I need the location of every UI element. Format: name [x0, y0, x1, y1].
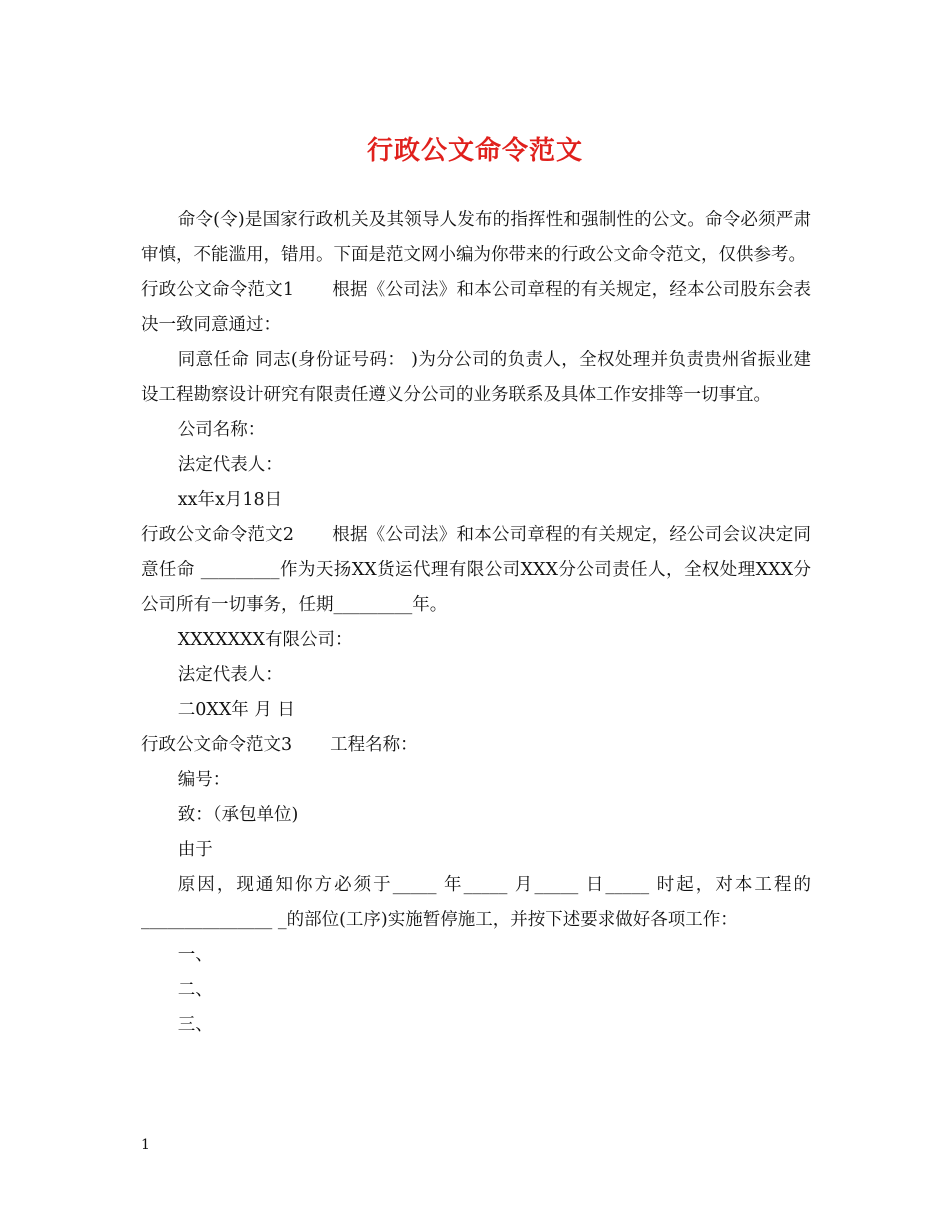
sample1-body: 同意任命 同志(身份证号码： )为分公司的负责人，全权处理并负责贵州省振业建设工程勘察设计研究有限责任遵义分公司的业务联系及具体工作安排等一切事宜。 [141, 350, 811, 405]
sample3-item-3: 三、 [177, 1015, 213, 1035]
sample3-item-2: 二、 [177, 980, 213, 1000]
sample3-project-label: 工程名称： [330, 735, 418, 755]
sample3-reason-label: 由于 [177, 840, 213, 860]
sample2-rep-label: 法定代表人： [177, 665, 283, 685]
sample2-date: 二0XX年 月 日 [177, 700, 295, 720]
sample1-rep-label: 法定代表人： [177, 455, 283, 475]
sample3-notice: 原因，现通知你方必须于_____ 年_____ 月_____ 日_____ 时起，对本工程的_______________ _的部位(工序)实施暂停施工，并按下述要求做好各项工作： [141, 875, 811, 930]
sample3-number-label: 编号： [177, 770, 231, 790]
page-number: 1 [141, 1137, 150, 1153]
sample3-to-label: 致：（承包单位) [177, 805, 299, 825]
sample3-paragraph [141, 728, 811, 763]
document-body [141, 203, 811, 1043]
sample3-heading: 行政公文命令范文3 [141, 735, 293, 755]
sample3-item-1: 一、 [177, 945, 213, 965]
sample2-company-label: XXXXXXX有限公司： [177, 630, 353, 650]
sample1-lead: 根据《公司法》和本公司章程的有关规定，经本公司股东会表决一致同意通过： [141, 280, 811, 335]
sample1-paragraph [141, 273, 811, 343]
intro-paragraph: 命令(令)是国家行政机关及其领导人发布的指挥性和强制性的公文。命令必须严肃审慎，不能滥用，错用。下面是范文网小编为你带来的行政公文命令范文，仅供参考。 [141, 210, 811, 265]
sample2-lead: 根据《公司法》和本公司章程的有关规定，经公司会议决定同意任命 _________作为天扬XX货运代理有限公司XXX分公司责任人，全权处理XXX分公司所有一切事务，任期_________年。 [141, 525, 811, 615]
sample1-date: xx年x月18日 [177, 490, 283, 510]
sample2-heading: 行政公文命令范文2 [141, 525, 295, 545]
sample1-heading: 行政公文命令范文1 [141, 280, 295, 300]
sample1-company-label: 公司名称： [177, 420, 266, 440]
document-title: 行政公文命令范文 [366, 136, 583, 166]
sample2-paragraph [141, 518, 811, 623]
